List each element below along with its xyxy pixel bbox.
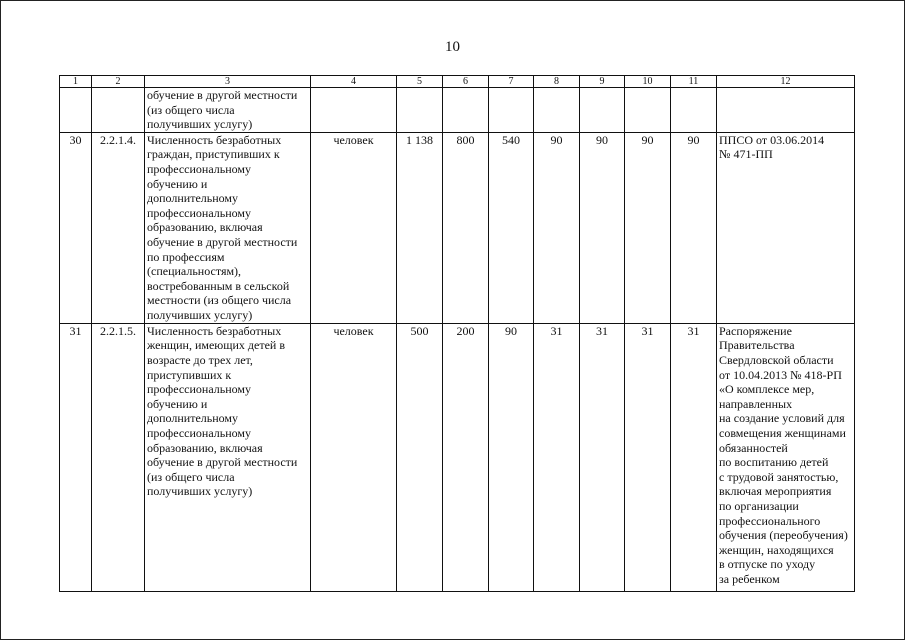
legal-basis: Распоряжение Правительства Свердловской области от 10.04.2013 № 418-РП «О комплексе мер, направленных на создание условий для совмещения женщинами обязанностей по воспитанию детей с трудовой занятостью, включая мероприятия по организации профессионального обучения (переобучения) женщин, находящихся в отпуске по уходу за ребенком [717, 323, 855, 591]
value-cell: 500 [397, 323, 443, 591]
column-number: 11 [671, 76, 717, 88]
indicator-name-continued: обучение в другой местности (из общего числа получивших услугу) [145, 88, 311, 133]
value-cell: 90 [534, 132, 580, 323]
column-number-row [60, 76, 855, 88]
column-number: 6 [443, 76, 489, 88]
column-number: 5 [397, 76, 443, 88]
column-number: 8 [534, 76, 580, 88]
column-number: 10 [625, 76, 671, 88]
value-cell: 540 [489, 132, 534, 323]
column-number: 7 [489, 76, 534, 88]
value-cell: 90 [671, 132, 717, 323]
unit-of-measure: человек [311, 323, 397, 591]
value-cell: 800 [443, 132, 489, 323]
column-number: 1 [60, 76, 92, 88]
value-cell: 1 138 [397, 132, 443, 323]
indicators-table [59, 75, 855, 592]
indicator-name: Численность безработных женщин, имеющих детей в возрасте до трех лет, приступивших к профессиональному обучению и дополнительному профессиональному образованию, включая обучение в другой местности (из общего числа получивших услугу) [145, 323, 311, 591]
column-number: 3 [145, 76, 311, 88]
column-number: 12 [717, 76, 855, 88]
indicator-code: 2.2.1.5. [92, 323, 145, 591]
value-cell: 31 [580, 323, 625, 591]
value-cell: 31 [671, 323, 717, 591]
indicator-name: Численность безработных граждан, приступивших к профессиональному обучению и дополнительному профессиональному образованию, включая обучение в другой местности по профессиям (специальностям), востребованным в сельской местности (из общего числа получивших услугу) [145, 132, 311, 323]
value-cell: 31 [625, 323, 671, 591]
value-cell: 90 [489, 323, 534, 591]
continuation-row [60, 88, 855, 133]
value-cell: 31 [534, 323, 580, 591]
indicator-code: 2.2.1.4. [92, 132, 145, 323]
column-number: 2 [92, 76, 145, 88]
value-cell: 90 [580, 132, 625, 323]
column-number: 4 [311, 76, 397, 88]
value-cell: 200 [443, 323, 489, 591]
table-row [60, 132, 855, 323]
column-number: 9 [580, 76, 625, 88]
unit-of-measure: человек [311, 132, 397, 323]
row-number: 31 [60, 323, 92, 591]
value-cell: 90 [625, 132, 671, 323]
table-row [60, 323, 855, 591]
legal-basis: ППСО от 03.06.2014 № 471-ПП [717, 132, 855, 323]
page-number: 10 [445, 39, 460, 55]
row-number: 30 [60, 132, 92, 323]
